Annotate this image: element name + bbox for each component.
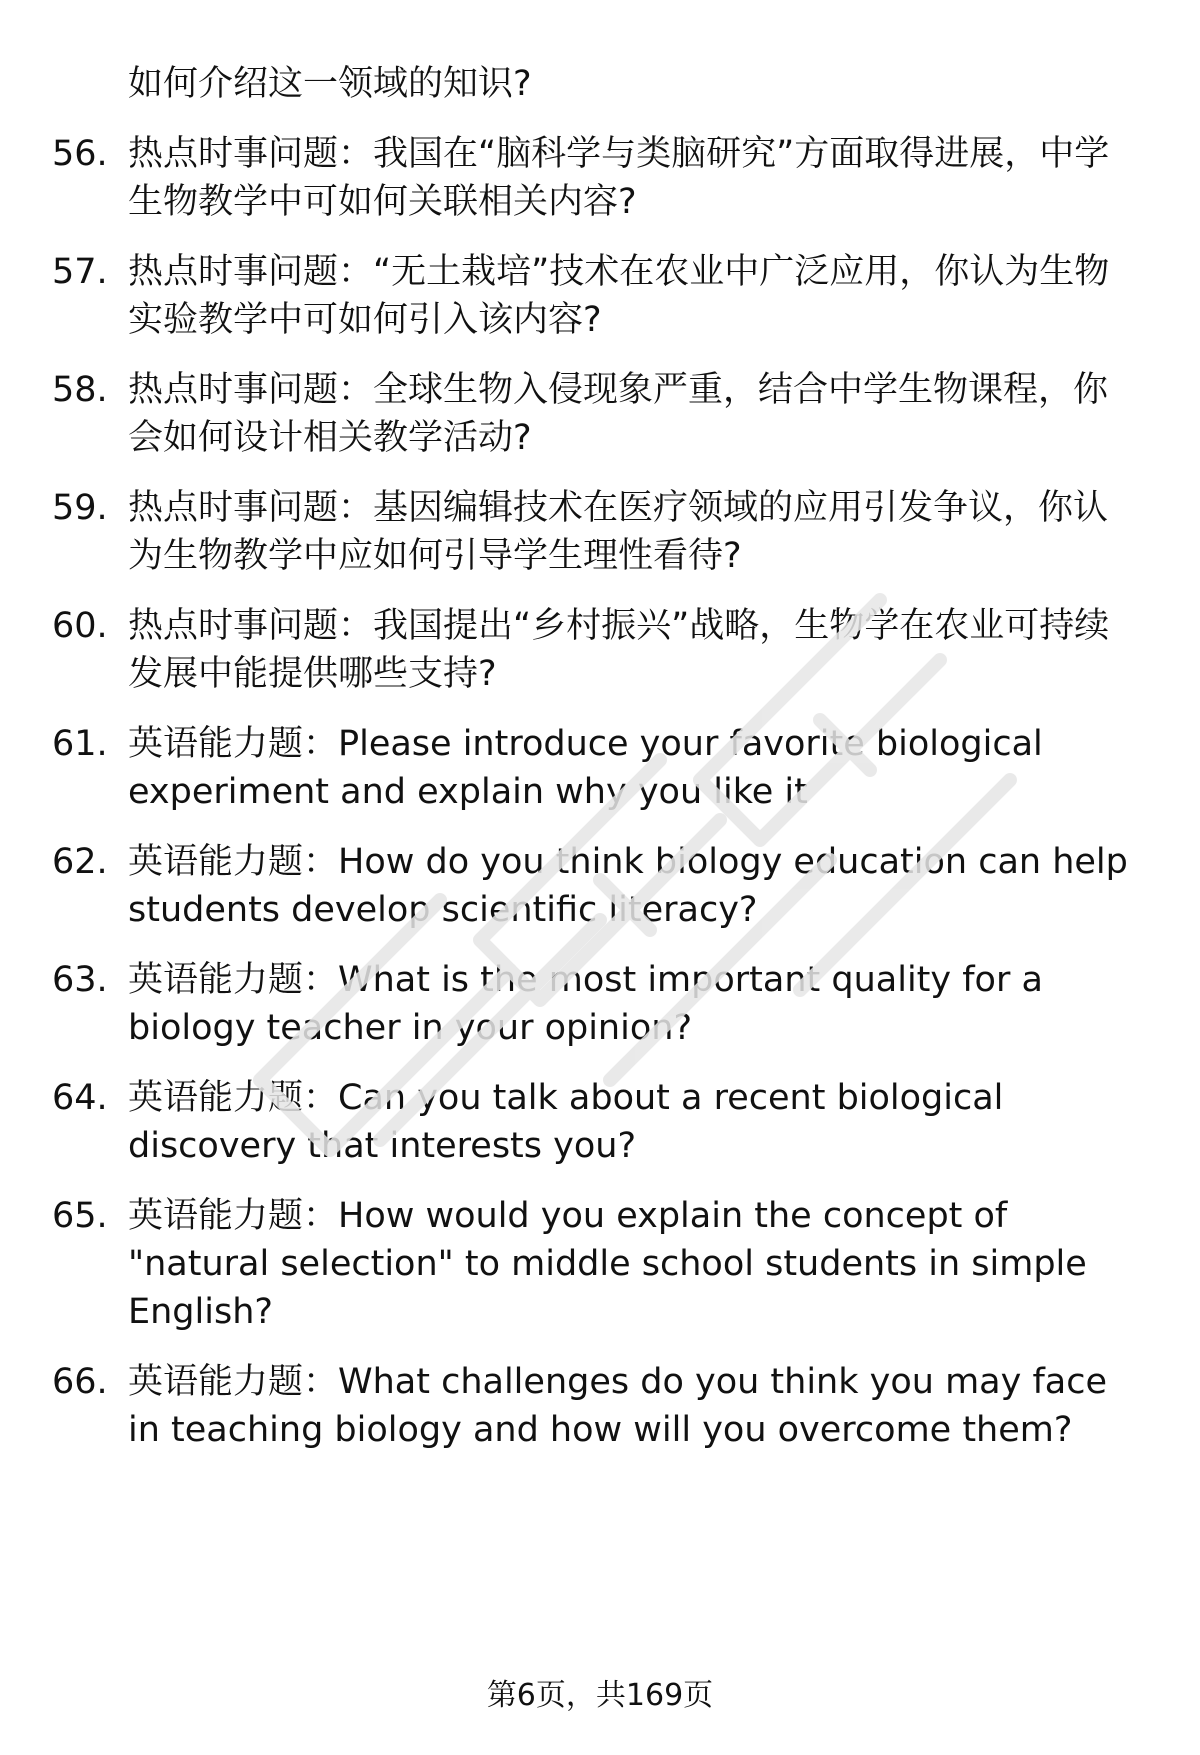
question-text: 英语能力题：What is the most important quality for a biology teacher in your opinion? bbox=[128, 960, 1043, 1048]
list-item bbox=[52, 484, 1148, 580]
list-item bbox=[52, 1074, 1148, 1170]
question-number: 58. bbox=[52, 370, 108, 410]
list-item bbox=[52, 956, 1148, 1052]
question-text: 英语能力题：What challenges do you think you may face in teaching biology and how will you overcome them? bbox=[128, 1362, 1107, 1450]
list-item bbox=[52, 602, 1148, 698]
question-text: 英语能力题：How would you explain the concept of "natural selection" to middle school students in simple English? bbox=[128, 1196, 1087, 1332]
list-item bbox=[52, 1192, 1148, 1336]
list-item bbox=[52, 130, 1148, 226]
question-text: 英语能力题：How do you think biology education can help students develop scientific literacy? bbox=[128, 842, 1128, 930]
question-number: 57. bbox=[52, 252, 108, 292]
question-text: 热点时事问题：“无土栽培”技术在农业中广泛应用，你认为生物实验教学中可如何引入该内容? bbox=[128, 252, 1110, 340]
list-item bbox=[52, 1358, 1148, 1454]
question-text: 热点时事问题：我国提出“乡村振兴”战略，生物学在农业可持续发展中能提供哪些支持? bbox=[128, 606, 1110, 694]
question-number: 61. bbox=[52, 724, 108, 764]
question-text: 热点时事问题：全球生物入侵现象严重，结合中学生物课程，你会如何设计相关教学活动? bbox=[128, 370, 1109, 458]
list-item bbox=[52, 720, 1148, 816]
list-item bbox=[52, 248, 1148, 344]
list-item bbox=[52, 838, 1148, 934]
question-number: 64. bbox=[52, 1078, 108, 1118]
question-number: 66. bbox=[52, 1362, 108, 1402]
question-text: 英语能力题：Please introduce your favorite biological experiment and explain why you like it bbox=[128, 724, 1043, 812]
continuation-text: 如何介绍这一领域的知识? bbox=[128, 64, 532, 104]
question-number: 65. bbox=[52, 1196, 108, 1236]
question-text: 热点时事问题：基因编辑技术在医疗领域的应用引发争议，你认为生物教学中应如何引导学生理性看待? bbox=[128, 488, 1109, 576]
question-number: 63. bbox=[52, 960, 108, 1000]
page-footer: 第6页，共169页 bbox=[486, 1678, 714, 1713]
question-number: 59. bbox=[52, 488, 108, 528]
question-number: 62. bbox=[52, 842, 108, 882]
question-number: 56. bbox=[52, 134, 108, 174]
question-text: 热点时事问题：我国在“脑科学与类脑研究”方面取得进展，中学生物教学中可如何关联相关内容? bbox=[128, 134, 1110, 222]
question-number: 60. bbox=[52, 606, 108, 646]
question-text: 英语能力题：Can you talk about a recent biological discovery that interests you? bbox=[128, 1078, 1004, 1166]
list-item bbox=[52, 366, 1148, 462]
